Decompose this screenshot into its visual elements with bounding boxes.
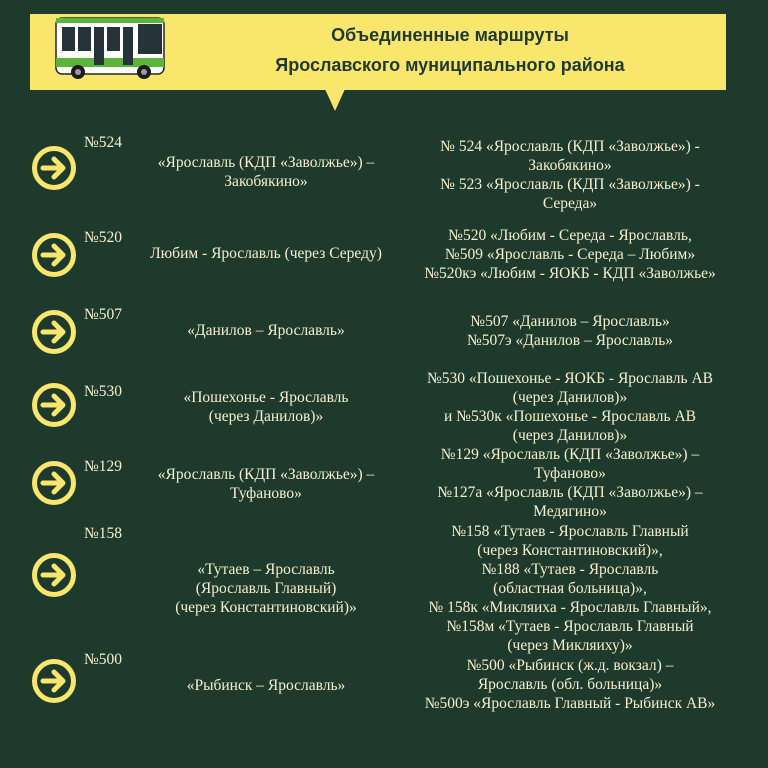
banner-pointer [325, 89, 345, 111]
route-name-line: (через Константиновский)» [175, 599, 357, 616]
route-details [405, 445, 735, 521]
route-detail-line: Ярославль (обл. больница)» [477, 676, 663, 693]
arrow-circle-icon [31, 460, 77, 506]
route-detail-line: №129 «Ярославль (КДП «Заволжье») – [440, 446, 700, 463]
arrow-circle-icon [31, 309, 77, 355]
route-detail-line: №507э «Данилов – Ярославль» [466, 332, 674, 349]
page-title [190, 20, 710, 80]
route-detail-line: №520 «Любим - Середа - Ярославль, [448, 227, 692, 244]
route-name-line: «Тутаев – Ярославль [197, 561, 335, 578]
route-detail-line: Середа» [542, 195, 598, 212]
route-name [140, 244, 392, 263]
route-detail-line: №158 «Тутаев - Ярославль Главный [451, 523, 689, 540]
title-line-1: Объединенные маршруты [331, 25, 569, 45]
route-name-line: (через Данилов)» [208, 408, 324, 425]
route-detail-line: №509 «Ярославль - Середа – Любим» [444, 246, 696, 263]
route-number: №530 [84, 383, 123, 400]
route-name-line: Любим - Ярославль (через Середу) [150, 245, 382, 262]
arrow-circle-icon [31, 658, 77, 704]
route-detail-line: и №530к «Пошехонье - Ярославль АВ [443, 408, 697, 425]
route-detail-line: №158м «Тутаев - Ярославль Главный [446, 618, 694, 635]
route-name [140, 388, 392, 426]
route-name [140, 676, 392, 695]
route-detail-line: №127а «Ярославль (КДП «Заволжье») – [437, 484, 703, 501]
route-detail-line: (через Данилов)» [512, 389, 628, 406]
title-line-2: Ярославского муниципального района [275, 55, 625, 75]
route-number: №129 [84, 458, 123, 475]
route-detail-line: №530 «Пошехонье - ЯОКБ - Ярославль АВ [426, 370, 713, 387]
route-name-line: «Пошехонье - Ярославль [183, 389, 349, 406]
route-detail-line: Медягино» [533, 503, 607, 520]
route-detail-line: №500э «Ярославль Главный - Рыбинск АВ» [424, 695, 716, 712]
route-name [140, 560, 392, 617]
route-detail-line: №507 «Данилов – Ярославль» [470, 313, 670, 330]
route-details [405, 312, 735, 350]
route-name-line: «Ярославль (КДП «Заволжье») – [157, 466, 375, 483]
route-name-line: «Ярославль (КДП «Заволжье») – [157, 154, 375, 171]
route-name-line: Туфаново» [230, 485, 302, 502]
route-detail-line: №520кэ «Любим - ЯОКБ - КДП «Заволжье» [424, 265, 716, 282]
route-detail-line: (через Микляиху)» [507, 637, 633, 654]
route-detail-line: Закобякино» [528, 157, 612, 174]
route-number: №524 [84, 134, 123, 151]
route-name-line: (Ярославль Главный) [195, 580, 337, 597]
route-number: №520 [84, 229, 123, 246]
route-detail-line: №500 «Рыбинск (ж.д. вокзал) – [466, 657, 674, 674]
route-number: №507 [84, 306, 123, 323]
route-details [405, 137, 735, 213]
arrow-circle-icon [31, 145, 77, 191]
bus-icon [52, 14, 170, 82]
route-name [140, 465, 392, 503]
arrow-circle-icon [31, 382, 77, 428]
route-detail-line: (через Данилов)» [512, 427, 628, 444]
route-detail-line: № 524 «Ярославль (КДП «Заволжье») - [440, 138, 700, 155]
route-name [140, 153, 392, 191]
route-detail-line: (областная больница)», [493, 580, 647, 597]
route-name-line: «Данилов – Ярославль» [187, 322, 345, 339]
route-details [405, 369, 735, 445]
route-detail-line: № 523 «Ярославль (КДП «Заволжье») - [440, 176, 700, 193]
route-name [140, 321, 392, 340]
route-detail-line: (через Константиновский)», [477, 542, 663, 559]
route-detail-line: №188 «Тутаев - Ярославль [481, 561, 659, 578]
arrow-circle-icon [31, 232, 77, 278]
route-detail-line: № 158к «Микляиха - Ярославль Главный», [428, 599, 712, 616]
route-name-line: Закобякино» [224, 173, 308, 190]
route-detail-line: Туфаново» [534, 465, 606, 482]
route-number: №158 [84, 525, 123, 542]
route-details [405, 656, 735, 713]
route-details [405, 226, 735, 283]
arrow-circle-icon [31, 552, 77, 598]
route-details [405, 522, 735, 655]
route-number: №500 [84, 651, 123, 668]
route-name-line: «Рыбинск – Ярославль» [186, 677, 346, 694]
